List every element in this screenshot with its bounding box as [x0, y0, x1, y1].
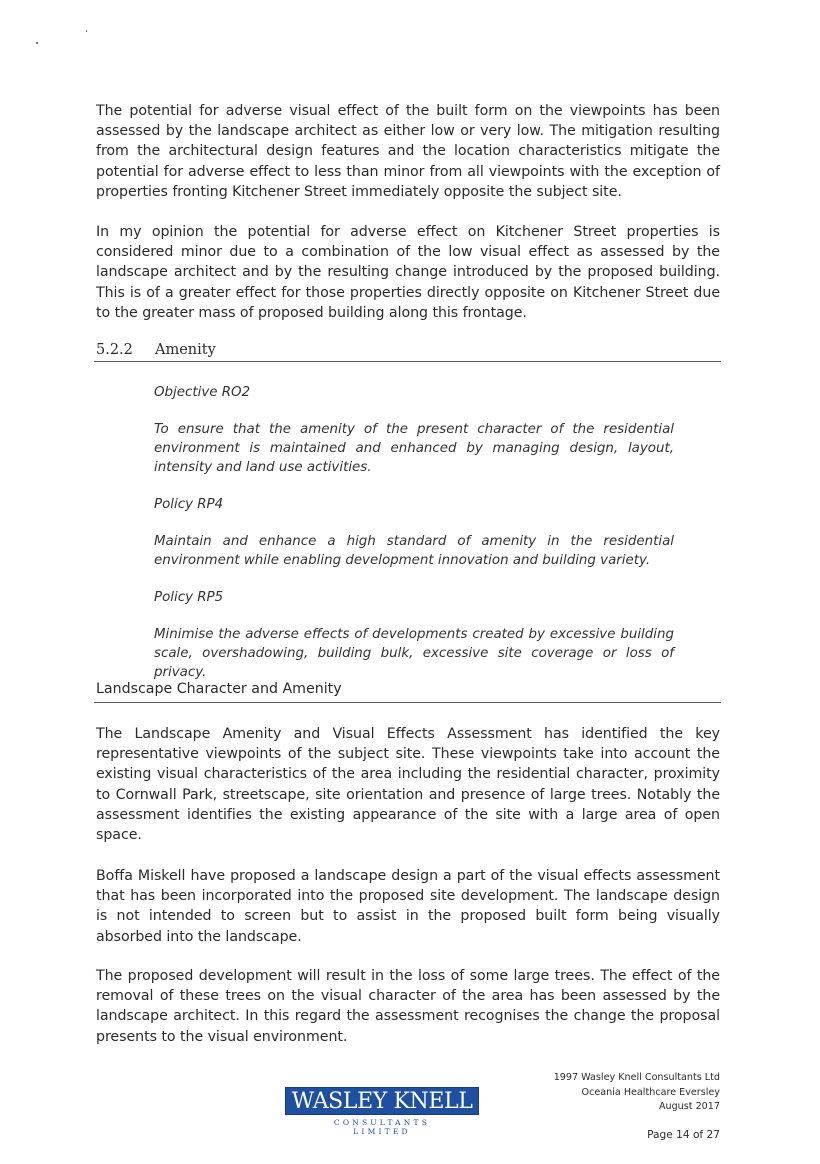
- section-title: Amenity: [155, 342, 216, 358]
- policy-rp5-label: Policy RP5: [154, 590, 224, 605]
- page-number: Page 14 of 27: [647, 1129, 720, 1141]
- section-divider: [94, 361, 721, 362]
- landscape-heading: Landscape Character and Amenity: [96, 681, 342, 697]
- footer-project: Oceania Healthcare Eversley: [581, 1086, 720, 1098]
- logo-subtitle-consultants: CONSULTANTS: [333, 1118, 431, 1127]
- objective-label: Objective RO2: [154, 385, 251, 400]
- landscape-paragraph-viewpoints: The Landscape Amenity and Visual Effects Assessment has identified the key representative viewpoints of the subject site. These viewpoints take into account the existing visual characteristics of the area including the residential character, proximity to Cornwall Park, streetscape, site orientation and presence of large trees. Notably the assessment identifies the existing appearance of the site with a large area of open space.: [96, 726, 720, 844]
- company-logo: [285, 1087, 479, 1115]
- landscape-divider: [94, 702, 721, 703]
- policy-rp5-text: Minimise the adverse effects of developments created by excessive building scale, overshadowing, building bulk, excessive site coverage or loss of privacy.: [154, 627, 674, 680]
- section-number: 5.2.2: [96, 342, 133, 358]
- landscape-paragraph-trees: The proposed development will result in the loss of some large trees. The effect of the removal of these trees on the visual character of the area has been assessed by the landscape architect. In this regard the assessment recognises the change the proposal presents to the visual environment.: [96, 968, 720, 1045]
- footer-date: August 2017: [658, 1101, 720, 1113]
- scan-speck: [86, 30, 87, 32]
- logo-subtitle-limited: LIMITED: [353, 1127, 411, 1136]
- policy-rp4-label: Policy RP4: [154, 497, 224, 512]
- objective-text: To ensure that the amenity of the present character of the residential environment is maintained and enhanced by managing design, layout, intensity and land use activities.: [154, 422, 674, 475]
- policy-rp4-text: Maintain and enhance a high standard of amenity in the residential environment while enabling development innovation and building variety.: [154, 534, 674, 568]
- body-paragraph-visual-effect: The potential for adverse visual effect of the built form on the viewpoints has been assessed by the landscape architect as either low or very low. The mitigation resulting from the architectural design features and the location characteristics mitigate the potential for adverse effect to less than minor from all viewpoints with the exception of properties fronting Kitchener Street immediately opposite the subject site.: [96, 103, 720, 200]
- landscape-paragraph-boffa-miskell: Boffa Miskell have proposed a landscape design a part of the visual effects assessment that has been incorporated into the proposed site development. The landscape design is not intended to screen but to assist in the proposed built form being visually absorbed into the landscape.: [96, 868, 720, 945]
- body-paragraph-kitchener-street: In my opinion the potential for adverse effect on Kitchener Street properties is considered minor due to a combination of the low visual effect as assessed by the landscape architect and by the resulting change introduced by the proposed building. This is of a greater effect for those properties directly opposite on Kitchener Street due to the greater mass of proposed building along this frontage.: [96, 224, 720, 321]
- logo-wordmark: WASLEY KNELL: [291, 1088, 473, 1114]
- footer-info: [554, 1071, 720, 1115]
- footer-copyright: 1997 Wasley Knell Consultants Ltd: [553, 1072, 720, 1083]
- scan-speck: [36, 42, 38, 44]
